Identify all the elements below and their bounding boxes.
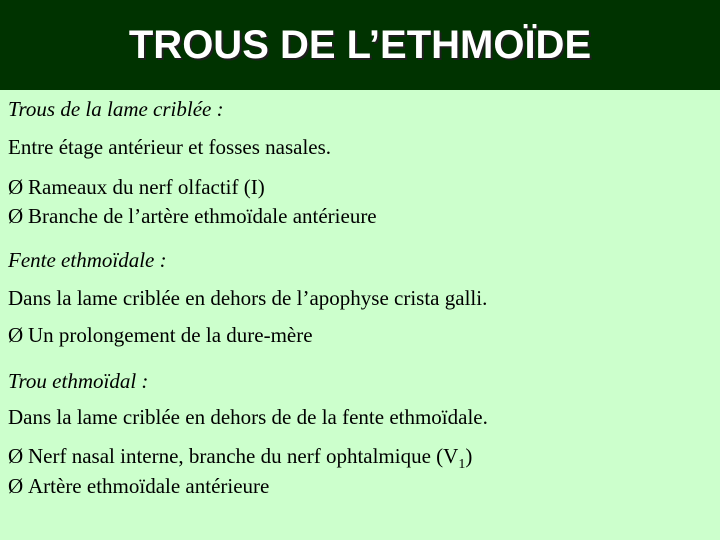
bullet-text: Un prolongement de la dure-mère bbox=[28, 323, 313, 347]
bullet-suffix: ) bbox=[465, 444, 473, 468]
section-text-trou-ethmoidal: Dans la lame criblée en dehors de de la fente ethmoïdale. bbox=[8, 405, 488, 429]
bullet-text: Artère ethmoïdale antérieure bbox=[28, 474, 270, 498]
subscript: 1 bbox=[458, 457, 466, 473]
list-item bbox=[8, 473, 269, 499]
arrow-bullet-icon: Ø bbox=[8, 323, 24, 347]
section-heading-fente: Fente ethmoïdale : bbox=[8, 248, 167, 272]
list-item bbox=[8, 174, 265, 200]
arrow-bullet-icon: Ø bbox=[8, 474, 24, 498]
list-item bbox=[8, 203, 377, 229]
list-item bbox=[8, 443, 473, 473]
bullet-text: Branche de l’artère ethmoïdale antérieure bbox=[28, 204, 377, 228]
slide-title: TROUS DE L’ETHMOÏDE bbox=[128, 23, 592, 67]
arrow-bullet-icon: Ø bbox=[8, 175, 24, 199]
section-heading-lame-criblee: Trous de la lame criblée : bbox=[8, 97, 224, 121]
section-text-fente: Dans la lame criblée en dehors de l’apophyse crista galli. bbox=[8, 286, 488, 310]
section-text-lame-criblee: Entre étage antérieur et fosses nasales. bbox=[8, 135, 332, 159]
section-heading-trou-ethmoidal: Trou ethmoïdal : bbox=[8, 369, 149, 393]
bullet-text: Nerf nasal interne, branche du nerf ophtalmique (V bbox=[28, 444, 459, 468]
list-item bbox=[8, 322, 313, 348]
bullet-text: Rameaux du nerf olfactif (I) bbox=[28, 175, 265, 199]
arrow-bullet-icon: Ø bbox=[8, 204, 24, 228]
arrow-bullet-icon: Ø bbox=[8, 444, 24, 468]
